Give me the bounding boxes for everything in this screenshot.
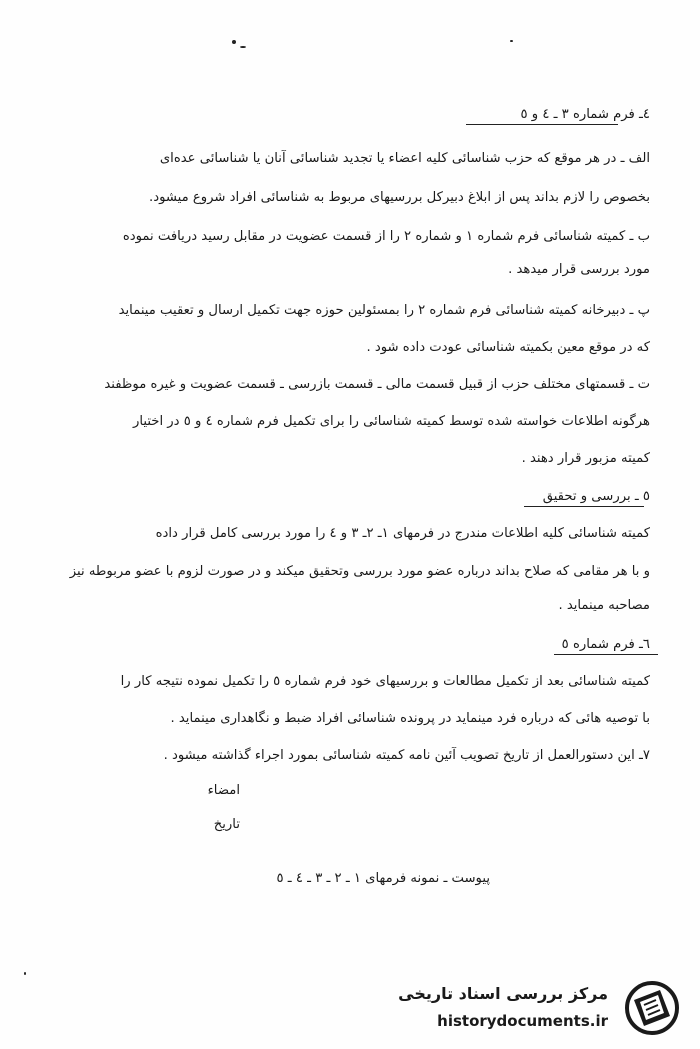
paragraph-line: کمیته مزبور قرار دهند . [521, 451, 650, 466]
archive-watermark [398, 978, 688, 1038]
paragraph-line: و با هر مقامی که صلاح بداند درباره عضو مورد بررسی وتحقیق میکند و در صورت لزوم با عضو مربوطه نیز [69, 564, 650, 579]
paragraph-line: بخصوص را لازم بداند پس از ابلاغ دبیرکل بررسیهای مربوط به شناسائی افراد شروع میشود. [149, 190, 650, 205]
watermark-url: historydocuments.ir [437, 1012, 608, 1030]
paragraph-line: کمیته شناسائی کلیه اطلاعات مندرج در فرمهای ١ـ ٢ـ ٣ و ٤ را مورد بررسی کامل قرار داده [155, 526, 650, 541]
heading-underline [466, 124, 618, 125]
paragraph-line: هرگونه اطلاعات خواسته شده توسط کمیته شناسائی را برای تکمیل فرم شماره ٤ و ٥ در اختیار [132, 414, 650, 429]
section-4-heading: ٤ـ فرم شماره ٣ ـ ٤ و ٥ [520, 107, 650, 122]
signature-label: امضاء [207, 783, 240, 798]
paragraph-line: مصاحبه مینماید . [558, 598, 650, 613]
section-5-heading: ٥ ـ بررسی و تحقیق [542, 489, 650, 504]
watermark-title: مرکز بررسی اسناد تاریخی [398, 984, 608, 1003]
scan-speck [240, 46, 246, 48]
scan-speck [232, 40, 236, 44]
section-6-heading: ٦ـ فرم شماره ٥ [561, 637, 650, 652]
document-center-logo-icon [620, 980, 684, 1036]
scan-speck [510, 40, 513, 42]
date-label: تاریخ [213, 817, 240, 832]
paragraph-line: ب ـ کمیته شناسائی فرم شماره ١ و شماره ٢ را از قسمت عضویت در مقابل رسید دریافت نموده [122, 229, 650, 244]
paragraph-line: پ ـ دبیرخانه کمیته شناسائی فرم شماره ٢ را بمسئولین حوزه جهت تکمیل ارسال و تعقیب مینماید [118, 303, 650, 318]
scan-speck [24, 972, 26, 975]
paragraph-line: الف ـ در هر موقع که حزب شناسائی کلیه اعضاء یا تجدید شناسائی آنان یا شناسائی عده‌ای [159, 151, 650, 166]
heading-underline [524, 506, 644, 507]
paragraph-line: ٧ـ این دستورالعمل از تاریخ تصویب آئین نامه کمیته شناسائی بمورد اجراء گذاشته میشود . [163, 748, 650, 763]
paragraph-line: ت ـ قسمتهای مختلف حزب از قبیل قسمت مالی ـ قسمت بازرسی ـ قسمت عضویت و غیره موظفند [104, 377, 650, 392]
paragraph-line: با توصیه هائی که درباره فرد مینماید در پرونده شناسائی افراد ضبط و نگاهداری مینماید . [170, 711, 650, 726]
attachment-line: پیوست ـ نمونه فرمهای ١ ـ ٢ ـ ٣ ـ ٤ ـ ٥ [276, 871, 490, 886]
paragraph-line: مورد بررسی قرار میدهد . [508, 262, 650, 277]
heading-underline [554, 654, 658, 655]
paragraph-line: که در موقع معین بکمیته شناسائی عودت داده شود . [366, 340, 650, 355]
paragraph-line: کمیته شناسائی بعد از تکمیل مطالعات و بررسیهای خود فرم شماره ٥ را تکمیل نموده نتیجه کار را [120, 674, 650, 689]
